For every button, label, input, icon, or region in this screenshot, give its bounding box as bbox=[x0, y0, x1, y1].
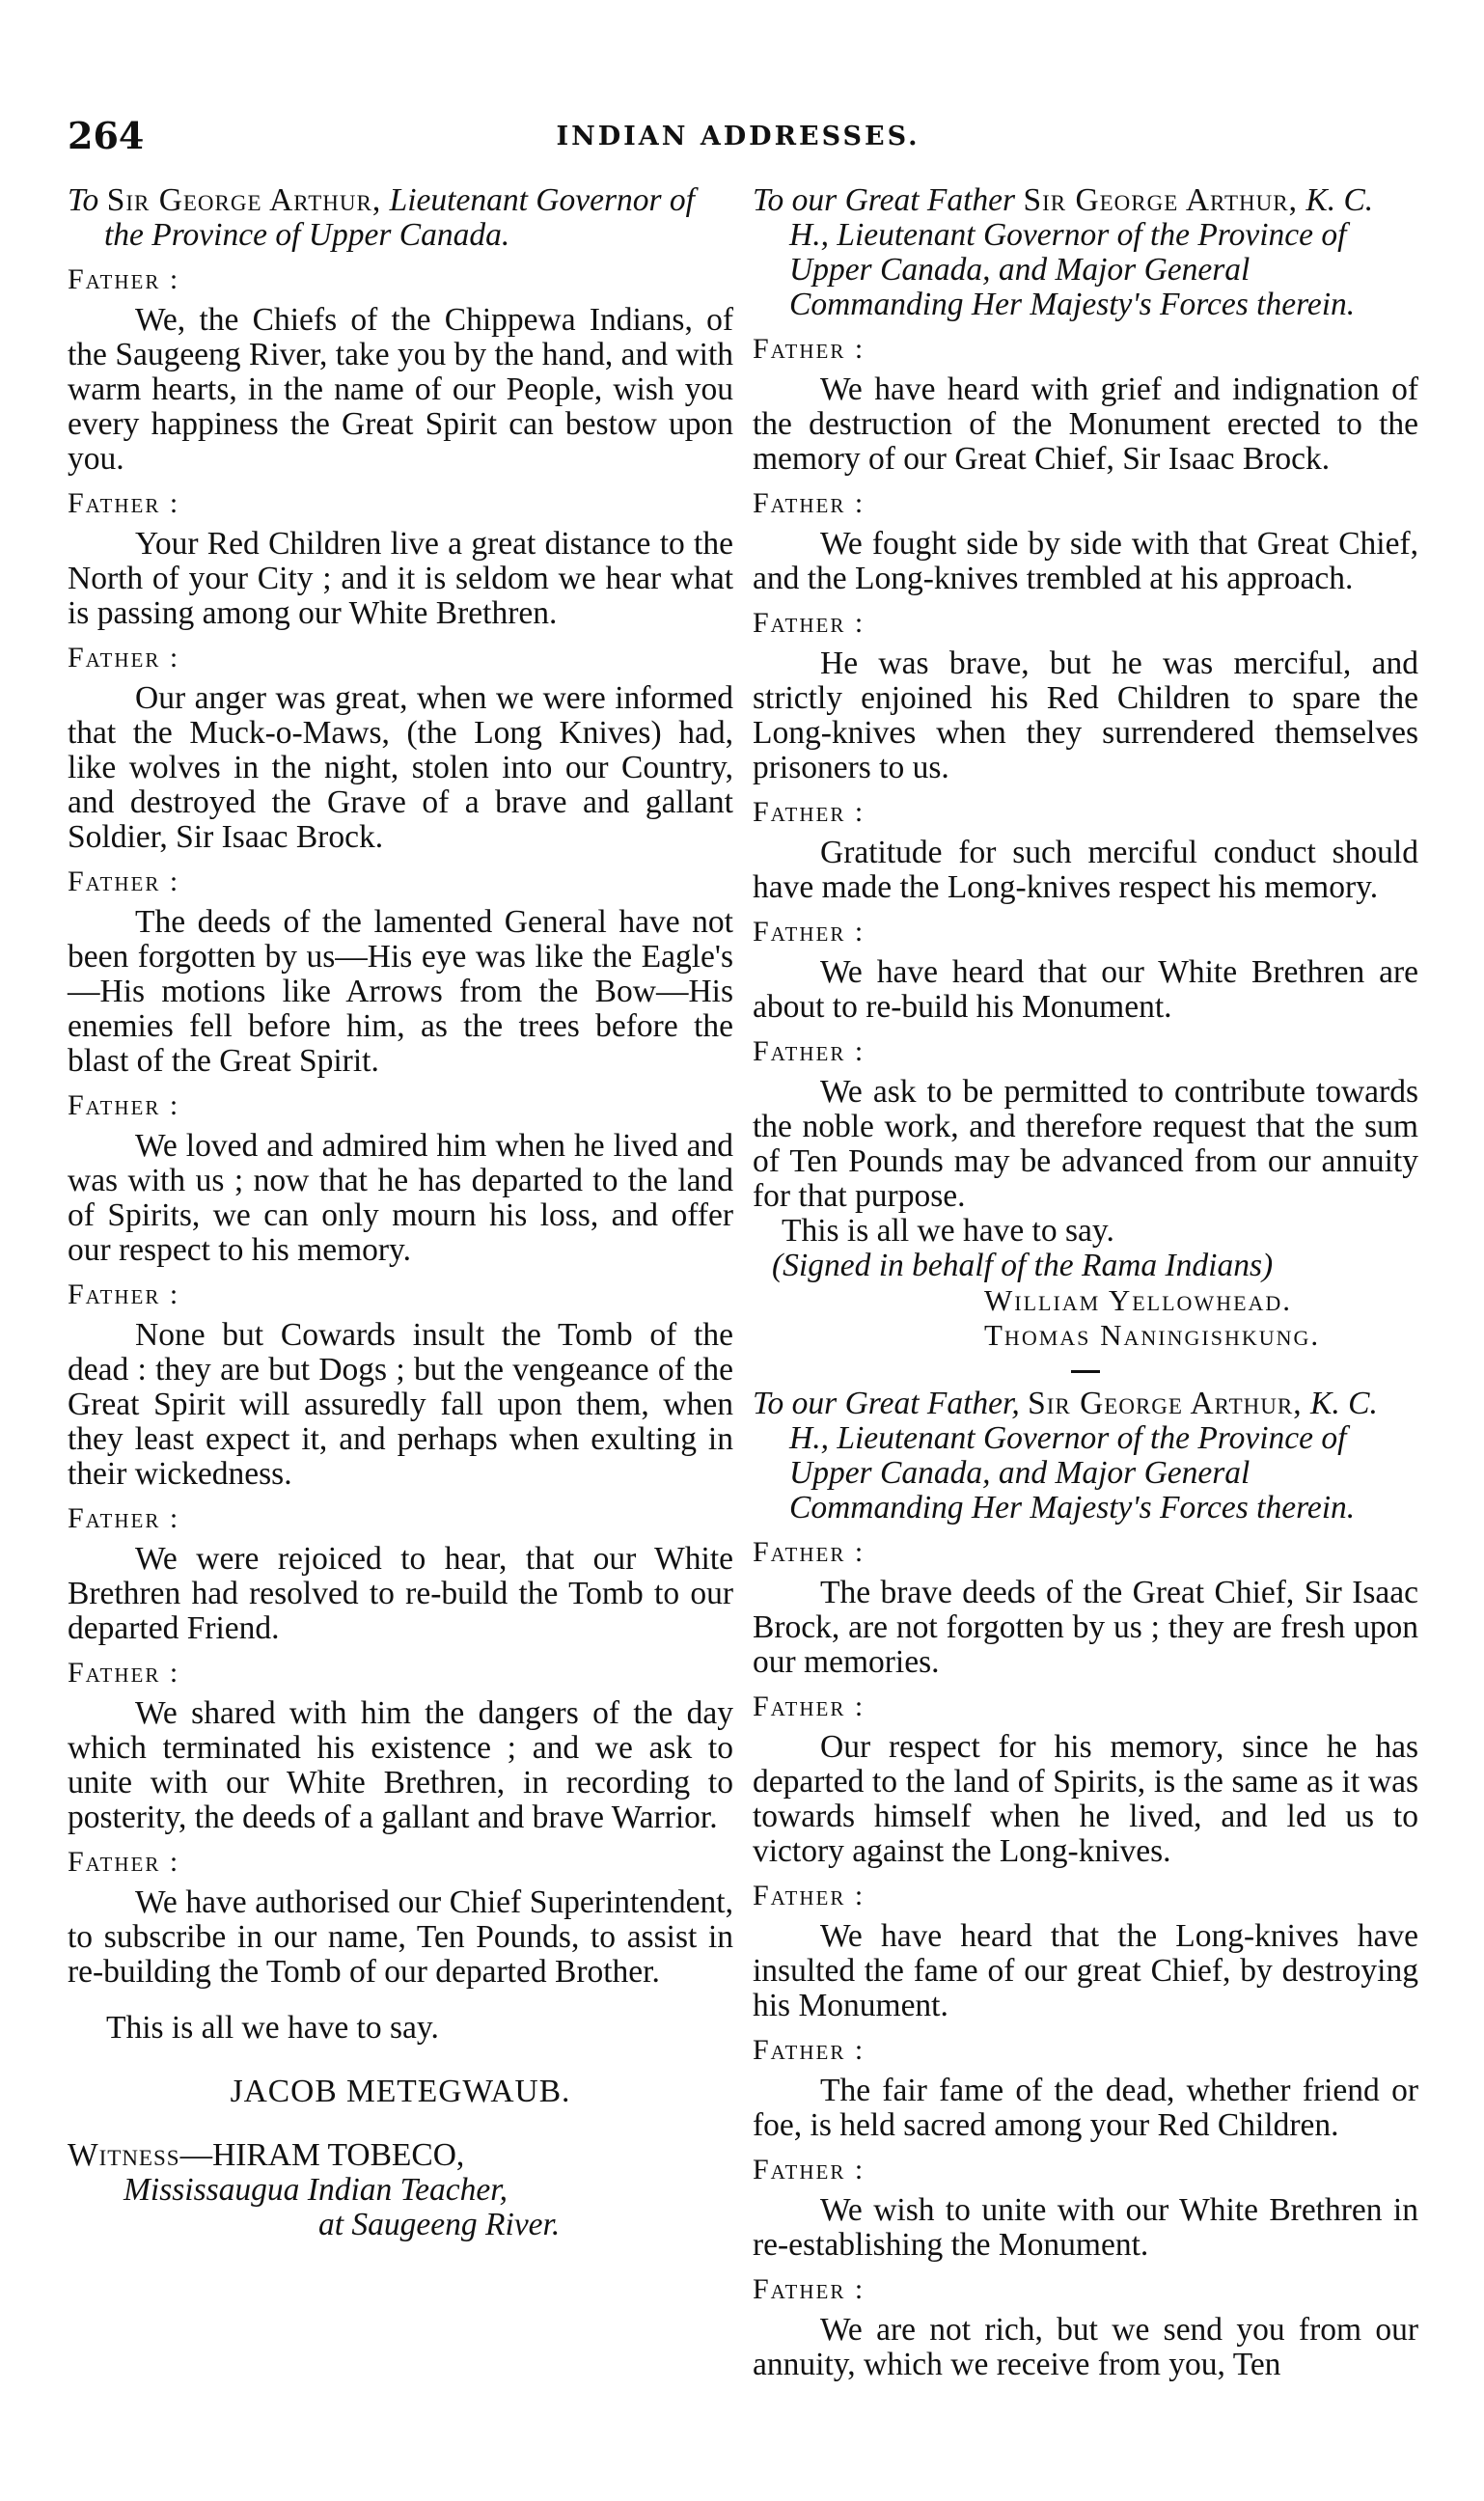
address-heading bbox=[68, 183, 733, 253]
paragraph: None but Cowards insult the Tomb of the dead : they are but Dogs ; but the vengeance of the Great Spirit will assuredly fall upon them, when they least expect it, and perhaps when exulting in their wickedness. bbox=[68, 1317, 733, 1492]
running-title: INDIAN ADDRESSES. bbox=[556, 122, 921, 151]
address-block bbox=[753, 2033, 1418, 2143]
paragraph: The deeds of the lamented General have not been forgotten by us—His eye was like the Eagle's—His motions like Arrows from the Bow—His enemies fell before him, as the trees before the blast of the Great Spirit. bbox=[68, 904, 733, 1079]
address-block bbox=[68, 486, 733, 631]
closing-line: This is all we have to say. bbox=[782, 1213, 1114, 1249]
father-label: Father : bbox=[68, 642, 180, 673]
witness-block bbox=[68, 2138, 733, 2242]
paragraph: He was brave, but he was merciful, and strictly enjoined his Red Children to spare the Long-knives when they surrendered themselves prisoners to us. bbox=[753, 646, 1418, 785]
father-label: Father : bbox=[753, 916, 866, 948]
address-prefix: To our Great Father, bbox=[753, 1386, 1020, 1421]
father-label: Father : bbox=[753, 607, 866, 639]
address-heading bbox=[753, 183, 1418, 322]
address-block bbox=[68, 865, 733, 1079]
father-label: Father : bbox=[753, 1536, 866, 1568]
father-label: Father : bbox=[753, 796, 866, 828]
address-block bbox=[753, 2153, 1418, 2263]
address-prefix: To bbox=[68, 182, 99, 218]
address-block bbox=[753, 1034, 1418, 1214]
closing-line: This is all we have to say. bbox=[106, 2010, 439, 2046]
father-label: Father : bbox=[68, 1502, 180, 1534]
father-label: Father : bbox=[68, 1089, 180, 1121]
address-block bbox=[68, 1656, 733, 1835]
father-label: Father : bbox=[68, 1657, 180, 1689]
paragraph: The fair fame of the dead, whether friend or foe, is held sacred among your Red Children. bbox=[753, 2073, 1418, 2143]
father-label: Father : bbox=[68, 263, 180, 295]
father-label: Father : bbox=[753, 487, 866, 519]
page-number: 264 bbox=[68, 114, 145, 157]
addressee-name: Sir George Arthur, bbox=[1028, 1386, 1303, 1421]
witness-place: at Saugeeng River. bbox=[318, 2207, 561, 2242]
paragraph: We have authorised our Chief Superintendent, to subscribe in our name, Ten Pounds, to assist in re-building the Tomb of our departed Brother. bbox=[68, 1884, 733, 1990]
paragraph: We have heard that the Long-knives have insulted the fame of our great Chief, by destroying his Monument. bbox=[753, 1918, 1418, 2023]
paragraph: Our respect for his memory, since he has departed to the land of Spirits, is the same as it was towards himself when he lived, and led us to victory against the Long-knives. bbox=[753, 1729, 1418, 1869]
address-block bbox=[753, 486, 1418, 596]
father-label: Father : bbox=[753, 1690, 866, 1722]
paragraph: Your Red Children live a great distance to the North of your City ; and it is seldom we hear what is passing among our White Brethren. bbox=[68, 526, 733, 631]
addressee-title: Lieutenant Governor of the Province of Upper Canada. bbox=[104, 182, 695, 253]
address-block bbox=[753, 915, 1418, 1025]
address-block bbox=[753, 1879, 1418, 2023]
paragraph: Gratitude for such merciful conduct should have made the Long-knives respect his memory. bbox=[753, 835, 1418, 905]
witness-role: Mississaugua Indian Teacher, bbox=[124, 2172, 508, 2208]
father-label: Father : bbox=[68, 866, 180, 897]
address-block bbox=[68, 1278, 733, 1492]
paragraph: We wish to unite with our White Brethren in re-establishing the Monument. bbox=[753, 2192, 1418, 2263]
father-label: Father : bbox=[753, 1035, 866, 1067]
address-block bbox=[68, 262, 733, 477]
paragraph: We ask to be permitted to contribute towards the noble work, and therefore request that the sum of Ten Pounds may be advanced from our annuity for that purpose. bbox=[753, 1074, 1418, 1214]
signed-behalf: (Signed in behalf of the Rama Indians) bbox=[772, 1248, 1274, 1283]
paragraph: Our anger was great, when we were informed that the Muck-o-Maws, (the Long Knives) had, like wolves in the night, stolen into our Country, and destroyed the Grave of a brave and gallant Soldier, Sir Isaac Brock. bbox=[68, 680, 733, 855]
father-label: Father : bbox=[68, 487, 180, 519]
left-column bbox=[68, 183, 733, 2242]
address-block bbox=[753, 795, 1418, 905]
addressee-name: Sir George Arthur, bbox=[1023, 182, 1298, 218]
father-label: Father : bbox=[753, 333, 866, 365]
address-block bbox=[68, 1501, 733, 1646]
address-block bbox=[753, 606, 1418, 785]
paragraph: We loved and admired him when he lived and was with us ; now that he has departed to the land of Spirits, we can only mourn his loss, and offer our respect to his memory. bbox=[68, 1128, 733, 1268]
address-block bbox=[753, 1690, 1418, 1869]
paragraph: We have heard with grief and indignation of the destruction of the Monument erected to the memory of our Great Chief, Sir Isaac Brock. bbox=[753, 371, 1418, 477]
witness-line bbox=[68, 2138, 733, 2173]
paragraph: We have heard that our White Brethren are about to re-build his Monument. bbox=[753, 954, 1418, 1025]
address-block bbox=[753, 332, 1418, 477]
signatory: Thomas Naningishkung. bbox=[984, 1318, 1321, 1352]
father-label: Father : bbox=[68, 1846, 180, 1878]
father-label: Father : bbox=[68, 1278, 180, 1310]
address-block bbox=[68, 1845, 733, 1990]
witness-name: —HIRAM TOBECO, bbox=[179, 2137, 465, 2173]
addressee-title: K. C. H., Lieutenant Governor of the Province of Upper Canada, and Major General Commanding Her Majesty's Forces therein. bbox=[789, 1386, 1378, 1525]
address-block bbox=[68, 641, 733, 855]
address-heading bbox=[753, 1387, 1418, 1525]
section-divider bbox=[1071, 1370, 1100, 1373]
father-label: Father : bbox=[753, 2273, 866, 2305]
addressee-title: K. C. H., Lieutenant Governor of the Province of Upper Canada, and Major General Commanding Her Majesty's Forces therein. bbox=[789, 182, 1374, 322]
signature: JACOB METEGWAUB. bbox=[230, 2074, 571, 2109]
paragraph: We are not rich, but we send you from our annuity, which we receive from you, Ten bbox=[753, 2312, 1418, 2382]
address-prefix: To our Great Father bbox=[753, 182, 1016, 218]
address-block bbox=[753, 2272, 1418, 2382]
paragraph: We fought side by side with that Great Chief, and the Long-knives trembled at his approach. bbox=[753, 526, 1418, 596]
paragraph: We, the Chiefs of the Chippewa Indians, of the Saugeeng River, take you by the hand, and with warm hearts, in the name of our People, wish you every happiness the Great Spirit can bestow upon you. bbox=[68, 302, 733, 477]
paragraph: The brave deeds of the Great Chief, Sir Isaac Brock, are not forgotten by us ; they are fresh upon our memories. bbox=[753, 1575, 1418, 1680]
father-label: Father : bbox=[753, 2154, 866, 2185]
addressee-name: Sir George Arthur, bbox=[106, 182, 382, 218]
address-block bbox=[68, 1088, 733, 1268]
father-label: Father : bbox=[753, 1880, 866, 1911]
witness-label: Witness bbox=[68, 2137, 180, 2173]
signatory: William Yellowhead. bbox=[984, 1283, 1293, 1317]
running-head bbox=[68, 114, 1409, 157]
right-column bbox=[753, 183, 1418, 2382]
address-block bbox=[753, 1535, 1418, 1680]
paragraph: We shared with him the dangers of the day which terminated his existence ; and we ask to unite with our White Brethren, in recording to posterity, the deeds of a gallant and brave Warrior. bbox=[68, 1695, 733, 1835]
paragraph: We were rejoiced to hear, that our White Brethren had resolved to re-build the Tomb to our departed Friend. bbox=[68, 1541, 733, 1646]
father-label: Father : bbox=[753, 2034, 866, 2066]
